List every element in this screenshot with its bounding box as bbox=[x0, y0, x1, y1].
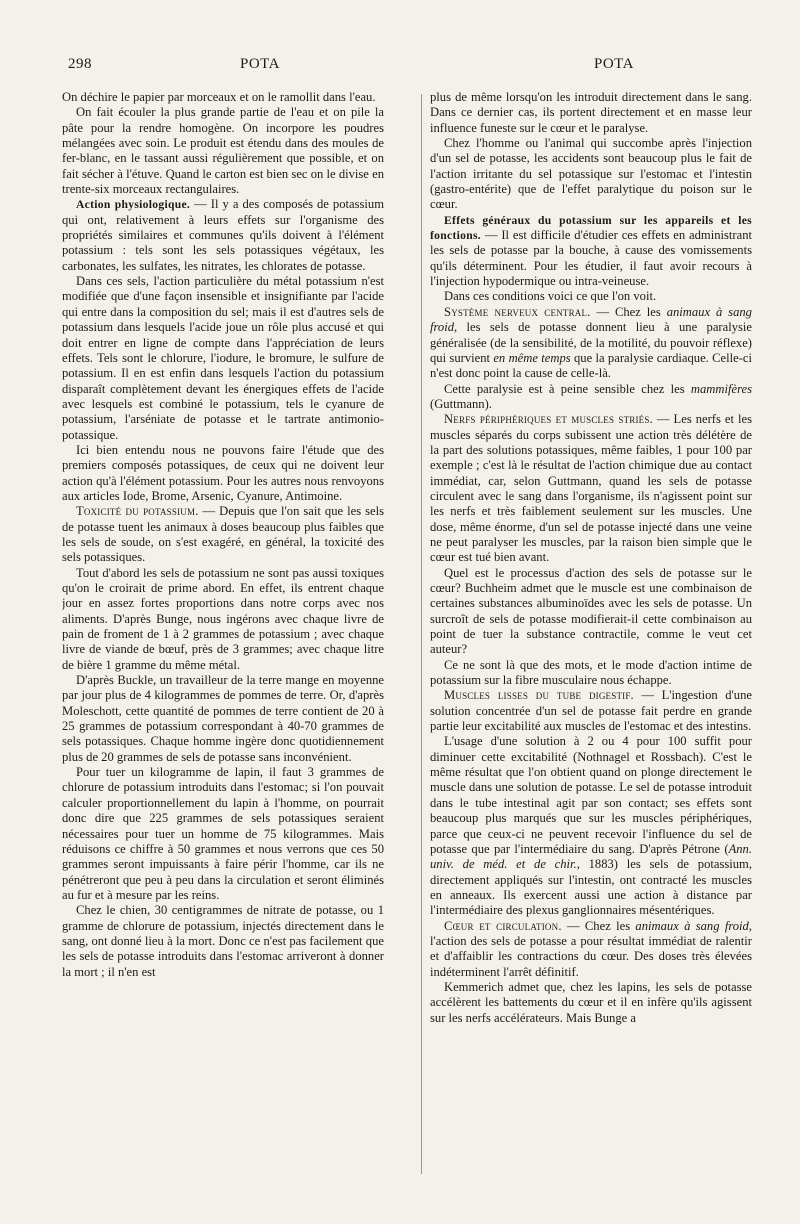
left-column bbox=[62, 90, 384, 1180]
italic-text: animaux à sang froid bbox=[430, 304, 752, 335]
paragraph-text: (Guttmann). bbox=[430, 396, 492, 411]
section-heading: Cœur et circulation. bbox=[444, 918, 562, 933]
section-heading: Action physiologique. bbox=[76, 198, 191, 212]
paragraph: Dans ces sels, l'action particulière du métal potassium n'est modifiée que d'une façon insensible et insignifiante par l'acide qui entre dans la composition du sel; mais il est d'autres sels de potassium dans lesquels l'acide joue un rôle plus accusé et qui doit entrer en ligne de compte dans l'appréciation de leurs effets. Tels sont le chlorure, l'iodure, le bromure, le sulfure de potassium. Il en est enfin dans lesquels l'action du potassium disparaît complètement devant les énergiques effets de l'acide avec lesquels est combiné le potassium, tels le cyanure de potassium, l'arséniate de potasse et le tartrate antimonio-potassique. bbox=[62, 274, 384, 442]
section-heading: Toxicité du potassium. bbox=[76, 504, 199, 519]
paragraph: On fait écouler la plus grande partie de l'eau et on pile la pâte pour la rendre homogène. On incorpore les poudres mélangées avec soin. Le produit est étendu dans des moules de fer-blanc, en le tassant aussi régulièrement que possible, et on fait sécher à l'étuve. Quand le carton est bien sec on le divise en trente-six morceaux rectangulaires. bbox=[62, 105, 384, 197]
paragraph bbox=[430, 919, 752, 980]
paragraph: Kemmerich admet que, chez les lapins, les sels de potasse accélèrent les battements du cœur et il en infère qu'ils agissent sur les nerfs accélérateurs. Mais Bunge a bbox=[430, 979, 752, 1025]
section-heading: Muscles lisses du tube digestif. bbox=[444, 688, 634, 703]
paragraph bbox=[430, 734, 752, 918]
paragraph-text: Cette paralysie est à peine sensible chez les bbox=[444, 381, 691, 396]
section-heading: Nerfs périphériques et muscles striés. bbox=[444, 412, 653, 427]
page-number: 298 bbox=[68, 56, 92, 72]
paragraph bbox=[430, 382, 752, 413]
paragraph: Ici bien entendu nous ne pouvons faire l'étude que des premiers composés potassiques, de ceux qui ne doivent leur action qu'à l'élément potassium. Pour les autres nous renvoyons aux articles Iode, Brome, Arsenic, Cyanure, Antimoine. bbox=[62, 442, 384, 503]
paragraph-text: — L'ingestion d'une solution concentrée d'un sel de potasse fait perdre en grande partie leur excitabilité aux muscles de l'estomac et des intestins. bbox=[430, 688, 752, 734]
italic-text: animaux à sang froid bbox=[635, 918, 749, 933]
paragraph-text: — Il est difficile d'étudier ces effets en administrant les sels de potasse par la bouche, à cause des vomissements qu'ils déterminent. Pour les étudier, il faut avoir recours à l'injection hypodermique ou intra-veineuse. bbox=[430, 228, 752, 289]
paragraph bbox=[430, 412, 752, 565]
running-title-right: POTA bbox=[594, 56, 634, 72]
paragraph: Ce ne sont là que des mots, et le mode d'action intime de potassium sur la fibre musculaire nous échappe. bbox=[430, 657, 752, 688]
paragraph-text: , les sels de potasse donnent lieu à une paralysie généralisée (de la sensibilité, de la motilité, du pouvoir réflexe) qui survient bbox=[430, 320, 752, 365]
paragraph: Pour tuer un kilogramme de lapin, il faut 3 grammes de chlorure de potassium introduits dans l'estomac; si l'on pouvait calculer proportionnellement du lapin à l'homme, on pourrait donc dire que 225 grammes de sels potassiques seraient nécessaires pour tuer un homme de 75 kilogrammes. Mais réduisons ce chiffre à 50 grammes et nous verrons que ces 50 grammes seront impuissants à faire périr l'homme, car ils ne pénétreront que peu à peu dans la circulation et seront éliminés au fur et à mesure par les reins. bbox=[62, 765, 384, 902]
paragraph-text: , l'action des sels de potasse a pour résultat immédiat de ralentir et d'affaiblir les contractions du cœur. Des doses très élevées indéterminent l'arrêt définitif. bbox=[430, 918, 752, 979]
section-heading: Effets généraux du potassium sur les appareils et les fonctions. bbox=[430, 213, 752, 243]
italic-text: en même temps bbox=[493, 350, 571, 365]
section-heading: Système nerveux central. bbox=[444, 304, 591, 319]
paragraph bbox=[430, 688, 752, 734]
italic-text: mammifères bbox=[690, 381, 752, 396]
paragraph bbox=[430, 213, 752, 290]
paragraph: D'après Buckle, un travailleur de la terre mange en moyenne par jour plus de 4 kilogrammes de pommes de terre. Or, d'après Moleschott, cette quantité de pommes de terre contient de 20 à 25 grammes de potassium correspondant à 40-70 grammes de sels potassiques. Chaque homme ingère donc quotidiennement plus de 20 grammes de sels de potasse sans inconvénient. bbox=[62, 673, 384, 764]
paragraph: On déchire le papier par morceaux et on le ramollit dans l'eau. bbox=[62, 90, 376, 104]
paragraph-text: , 1883) les sels de potassium, directement appliqués sur l'intestin, ont contracté les muscles en anneaux. Ils exercent aussi une action à distance par l'intermédiaire des plexus ganglionnaires mésentériques. bbox=[430, 857, 752, 918]
paragraph-text: — Chez les bbox=[590, 304, 667, 319]
paragraph bbox=[430, 305, 752, 382]
right-column bbox=[430, 90, 752, 1180]
paragraph: plus de même lorsqu'on les introduit directement dans le sang. Dans ce dernier cas, ils portent directement et en masse leur influence funeste sur le cœur et le paralyse. bbox=[430, 90, 752, 135]
paragraph bbox=[62, 504, 384, 565]
column-divider bbox=[421, 94, 422, 1174]
paragraph: Chez le chien, 30 centigrammes de nitrate de potasse, ou 1 gramme de chlorure de potassium, injectés directement dans le sang, ont donné lieu à la mort. Donc ce n'est pas facilement que les sels de potasse introduits dans l'estomac arriveront à donner la mort ; il n'en est bbox=[62, 903, 384, 979]
paragraph-text: — Les nerfs et les muscles séparés du corps subissent une action très délétère de la part des solutions potassiques, même faibles, 1 pour 100 par exemple ; c'est là le résultat de l'action chimique due au contact immédiat, car, selon Guttmann, quand les sels de potasse circulent avec le sang dans l'organisme, ils n'agissent point sur les nerfs et très faiblement seulement sur les muscles. Une dose, même énorme, d'un sel de potasse injecté dans une veine ne peut paralyser les muscles, par la raison bien simple que le cœur est tué bien avant. bbox=[430, 412, 752, 565]
paragraph-text: L'usage d'une solution à 2 ou 4 pour 100 suffit pour diminuer cette excitabilité (Nothnagel et Rossbach). C'est le même résultat que l'on obtient quand on plonge directement le muscle dans une solution de potasse. Le sel de potasse introduit dans le tube intestinal agit par son contact; ses effets sont beaucoup plus marqués que sur les muscles périphériques, parce que ceux-ci ne peuvent recevoir l'influence du sel de potasse que par l'intermédiaire du sang. D'après Pétrone ( bbox=[430, 734, 752, 856]
paragraph-text: — Il y a des composés de potassium qui ont, relativement à leurs effets sur l'organisme des propriétés similaires et communes qu'ils doivent à l'élément potassium : tels sont les sels potassiques végétaux, les carbonates, les sulfates, les nitrates, les chlorates de potasse. bbox=[62, 197, 384, 273]
page-header bbox=[68, 56, 748, 80]
paragraph-text: que la paralysie cardiaque. Celle-ci n'est donc point la cause de celle-là. bbox=[430, 350, 752, 381]
paragraph-text: — Depuis que l'on sait que les sels de potasse tuent les animaux à doses beaucoup plus faibles que les sels de soude, on s'est exagéré, en général, la toxicité des sels potassiques. bbox=[62, 504, 384, 565]
paragraph: Chez l'homme ou l'animal qui succombe après l'injection d'un sel de potasse, les accidents sont beaucoup plus le fait de l'action irritante du sel potassique sur l'estomac et l'intestin (gastro-entérite) que de l'effet paralytique du poison sur le cœur. bbox=[430, 136, 752, 212]
italic-text: Ann. univ. de méd. et de chir. bbox=[430, 841, 752, 872]
paragraph: Quel est le processus d'action des sels de potasse sur le cœur? Buchheim admet que le muscle est une combinaison de certaines substances albuminoïdes avec les sels de potasse. Un surcroît de sels de potasse modifierait-il cette combinaison au point de tuer la substance contractile, comme le veut cet auteur? bbox=[430, 565, 752, 657]
running-title-left: POTA bbox=[240, 56, 280, 72]
paragraph bbox=[62, 197, 384, 274]
paragraph: Dans ces conditions voici ce que l'on voit. bbox=[444, 289, 657, 304]
paragraph: Tout d'abord les sels de potassium ne sont pas aussi toxiques qu'on le croirait de prime abord. En effet, ils entrent chaque jour en assez fortes proportions dans notre corps avec nos aliments. D'après Bunge, nous ingérons avec chaque livre de pain de froment de 1 à 2 grammes de potassium ; avec chaque livre de viande de bœuf, près de 3 grammes; avec chaque litre de bière 1 gramme du même métal. bbox=[62, 565, 384, 672]
paragraph-text: — Chez les bbox=[561, 918, 636, 933]
